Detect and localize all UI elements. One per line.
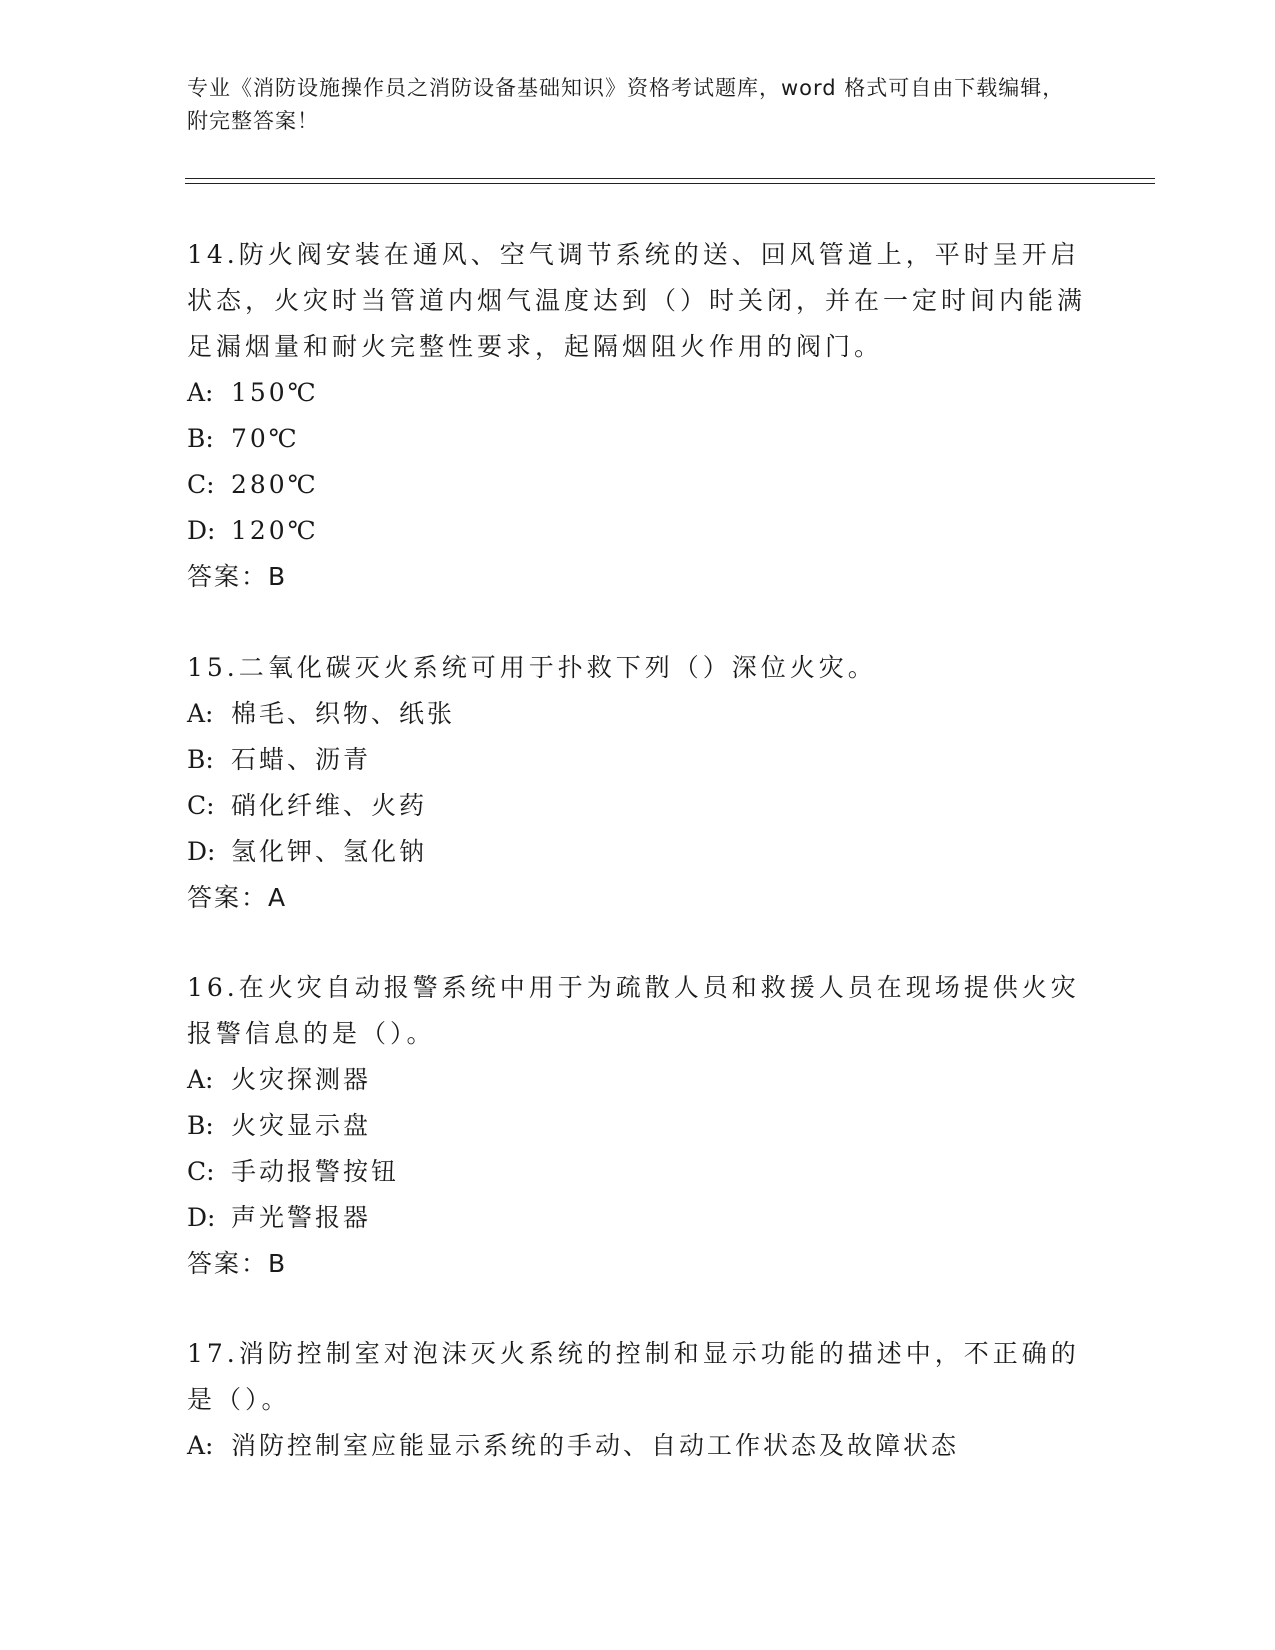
option-letter: B:: [187, 1111, 214, 1140]
option-letter: B:: [187, 745, 214, 774]
question-15: [187, 645, 1087, 921]
option-d: [187, 1195, 1087, 1241]
option-text: 消防控制室应能显示系统的手动、自动工作状态及故障状态: [231, 1431, 960, 1460]
option-text: 声光警报器: [231, 1203, 372, 1232]
option-c: [187, 1149, 1087, 1195]
option-c: [187, 783, 1087, 829]
option-d: [187, 829, 1087, 875]
option-letter: B:: [187, 424, 214, 453]
option-letter: C:: [187, 791, 215, 820]
option-letter: A:: [187, 378, 214, 407]
option-b: [187, 1103, 1087, 1149]
header-divider-top: [185, 178, 1155, 179]
option-letter: C:: [187, 470, 215, 499]
option-c: [187, 462, 1087, 508]
option-letter: A:: [187, 1431, 214, 1460]
option-text: 手动报警按钮: [231, 1157, 400, 1186]
question-text: 17.消防控制室对泡沫灭火系统的控制和显示功能的描述中，不正确的是（）。: [187, 1339, 1080, 1414]
option-letter: A:: [187, 1065, 214, 1094]
document-header: 专业《消防设施操作员之消防设备基础知识》资格考试题库，word 格式可自由下载编辑，附完整答案！: [187, 76, 1065, 133]
option-text: 150℃: [231, 378, 319, 407]
option-letter: C:: [187, 1157, 215, 1186]
question-16: [187, 965, 1087, 1287]
header-divider-bottom: [185, 183, 1155, 184]
question-text: 14.防火阀安装在通风、空气调节系统的送、回风管道上，平时呈开启状态，火灾时当管道内烟气温度达到（）时关闭，并在一定时间内能满足漏烟量和耐火完整性要求，起隔烟阻火作用的阀门。: [187, 240, 1087, 361]
option-letter: D:: [187, 516, 216, 545]
option-text: 石蜡、沥青: [231, 745, 372, 774]
option-text: 氢化钾、氢化钠: [231, 837, 428, 866]
option-text: 280℃: [231, 470, 319, 499]
option-b: [187, 416, 1087, 462]
question-14: [187, 232, 1087, 600]
option-a: [187, 1423, 1087, 1469]
option-letter: D:: [187, 1203, 216, 1232]
option-d: [187, 508, 1087, 554]
option-text: 火灾显示盘: [231, 1111, 372, 1140]
question-text: 15.二氧化碳灭火系统可用于扑救下列（）深位火灾。: [187, 653, 877, 682]
option-a: [187, 370, 1087, 416]
option-text: 火灾探测器: [231, 1065, 372, 1094]
question-text: 16.在火灾自动报警系统中用于为疏散人员和救援人员在现场提供火灾报警信息的是（）。: [187, 973, 1080, 1048]
answer-line: 答案：A: [187, 883, 288, 912]
question-17: [187, 1331, 1087, 1469]
answer-line: 答案：B: [187, 562, 288, 591]
option-text: 棉毛、织物、纸张: [231, 699, 456, 728]
option-letter: A:: [187, 699, 214, 728]
option-text: 70℃: [231, 424, 300, 453]
answer-line: 答案：B: [187, 1249, 288, 1278]
option-a: [187, 691, 1087, 737]
option-b: [187, 737, 1087, 783]
option-letter: D:: [187, 837, 216, 866]
option-a: [187, 1057, 1087, 1103]
option-text: 120℃: [231, 516, 319, 545]
option-text: 硝化纤维、火药: [231, 791, 428, 820]
